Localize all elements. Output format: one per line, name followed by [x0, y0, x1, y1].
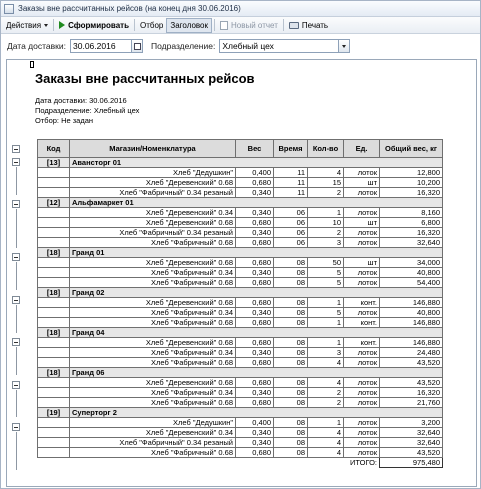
total-weight: 24,480: [380, 348, 443, 358]
row-code: [38, 318, 70, 328]
group-bracket-line: [16, 167, 17, 195]
delivery-time: 06: [274, 218, 308, 228]
group-row[interactable]: [38, 198, 443, 208]
product-weight: 0,340: [236, 208, 274, 218]
table-body: [38, 158, 443, 468]
total-weight: 40,800: [380, 308, 443, 318]
group-bracket-line: [16, 390, 17, 418]
product-name: Хлеб "Фабричный" 0.34: [70, 308, 236, 318]
quantity: 1: [308, 338, 344, 348]
row-code: [38, 208, 70, 218]
total-weight: 10,200: [380, 178, 443, 188]
collapse-group-icon[interactable]: [12, 381, 20, 389]
product-weight: 0,680: [236, 278, 274, 288]
product-name: Хлеб "Деревенский" 0.68: [70, 178, 236, 188]
delivery-time: 06: [274, 238, 308, 248]
unit: лоток: [344, 418, 380, 428]
cell-cursor: [30, 61, 34, 68]
product-name: Хлеб "Фабричный" 0.34: [70, 388, 236, 398]
product-weight: 0,680: [236, 338, 274, 348]
product-weight: 0,340: [236, 268, 274, 278]
delivery-time: 06: [274, 208, 308, 218]
row-code: [38, 378, 70, 388]
row-code: [38, 258, 70, 268]
unit: лоток: [344, 438, 380, 448]
product-weight: 0,680: [236, 218, 274, 228]
quantity: 10: [308, 218, 344, 228]
quantity: 1: [308, 418, 344, 428]
delivery-time: 08: [274, 318, 308, 328]
unit: лоток: [344, 208, 380, 218]
total-weight: 34,000: [380, 258, 443, 268]
window-icon: [4, 4, 14, 14]
column-header-weight: Вес: [236, 140, 274, 158]
product-weight: 0,680: [236, 358, 274, 368]
total-weight: 43,520: [380, 358, 443, 368]
title-bar: [1, 1, 480, 17]
store-code: [18]: [38, 288, 70, 298]
date-input[interactable]: 30.06.2016: [70, 39, 132, 53]
product-weight: 0,680: [236, 258, 274, 268]
print-button[interactable]: [286, 18, 331, 33]
row-code: [38, 228, 70, 238]
collapse-group-icon[interactable]: [12, 296, 20, 304]
quantity: 4: [308, 428, 344, 438]
toolbar-separator: [214, 19, 215, 31]
quantity: 5: [308, 278, 344, 288]
product-name: Хлеб "Фабричный" 0.34: [70, 348, 236, 358]
total-weight: 16,320: [380, 188, 443, 198]
date-picker-button[interactable]: [132, 39, 143, 53]
new-report-button[interactable]: [217, 18, 281, 33]
toolbar-separator: [53, 19, 54, 31]
unit: лоток: [344, 348, 380, 358]
chevron-down-icon: [44, 24, 48, 27]
toolbar: [1, 17, 480, 34]
table-header-row: [38, 140, 443, 158]
delivery-time: 08: [274, 428, 308, 438]
product-name: Хлеб "Фабричный" 0.68: [70, 278, 236, 288]
product-weight: 0,340: [236, 438, 274, 448]
collapse-group-icon[interactable]: [12, 253, 20, 261]
report-title: Заказы вне рассчитанных рейсов: [35, 71, 255, 86]
row-code: [38, 338, 70, 348]
header-label: Заголовок: [170, 20, 209, 30]
quantity: 2: [308, 398, 344, 408]
product-weight: 0,340: [236, 188, 274, 198]
unit: лоток: [344, 428, 380, 438]
row-code: [38, 268, 70, 278]
row-code: [38, 418, 70, 428]
group-row[interactable]: [38, 248, 443, 258]
play-icon: [59, 21, 65, 29]
total-weight: 146,880: [380, 338, 443, 348]
store-name: Гранд 06: [70, 368, 443, 378]
printer-icon: [289, 22, 299, 29]
header-toggle-button[interactable]: [166, 18, 212, 33]
filter-bar: [1, 35, 480, 57]
delivery-time: 08: [274, 278, 308, 288]
chevron-down-icon: [342, 45, 346, 48]
group-row[interactable]: [38, 408, 443, 418]
total-weight: 21,760: [380, 398, 443, 408]
row-code: [38, 168, 70, 178]
quantity: 1: [308, 208, 344, 218]
store-code: [12]: [38, 198, 70, 208]
delivery-time: 08: [274, 348, 308, 358]
total-weight: 16,320: [380, 388, 443, 398]
total-weight: 32,640: [380, 438, 443, 448]
row-grouping-panel: [7, 60, 29, 487]
table-row[interactable]: [38, 218, 443, 228]
total-weight: 12,800: [380, 168, 443, 178]
collapse-all-icon[interactable]: [12, 145, 20, 153]
report-table: [37, 139, 443, 468]
store-code: [18]: [38, 328, 70, 338]
total-weight: 146,880: [380, 298, 443, 308]
column-header-total-weight: Общий вес, кг: [380, 140, 443, 158]
report-info-division: Подразделение: Хлебный цех: [35, 106, 140, 115]
product-weight: 0,680: [236, 318, 274, 328]
group-bracket-line: [16, 209, 17, 247]
total-value: 975,480: [380, 458, 443, 468]
row-code: [38, 178, 70, 188]
table-row[interactable]: [38, 298, 443, 308]
product-weight: 0,340: [236, 308, 274, 318]
product-weight: 0,340: [236, 228, 274, 238]
product-name: Хлеб "Деревенский" 0.68: [70, 218, 236, 228]
total-weight: 43,520: [380, 448, 443, 458]
row-code: [38, 348, 70, 358]
quantity: 2: [308, 388, 344, 398]
table-row[interactable]: [38, 338, 443, 348]
collapse-group-icon[interactable]: [12, 200, 20, 208]
product-name: Хлеб "Фабричный" 0.34 резаный: [70, 188, 236, 198]
unit: лоток: [344, 168, 380, 178]
delivery-time: 08: [274, 268, 308, 278]
table-row[interactable]: [38, 398, 443, 408]
total-weight: 146,880: [380, 318, 443, 328]
division-label: Подразделение:: [151, 41, 216, 51]
table-row[interactable]: [38, 278, 443, 288]
quantity: 4: [308, 378, 344, 388]
delivery-time: 08: [274, 448, 308, 458]
quantity: 4: [308, 168, 344, 178]
unit: шт: [344, 258, 380, 268]
new-report-label: Новый отчет: [231, 20, 278, 30]
delivery-time: 08: [274, 388, 308, 398]
row-code: [38, 428, 70, 438]
total-weight: 32,640: [380, 238, 443, 248]
quantity: 2: [308, 228, 344, 238]
store-code: [19]: [38, 408, 70, 418]
delivery-time: 08: [274, 418, 308, 428]
column-header-time: Время: [274, 140, 308, 158]
unit: лоток: [344, 378, 380, 388]
row-code: [38, 238, 70, 248]
division-select[interactable]: Хлебный цех: [219, 39, 339, 53]
table-row[interactable]: [38, 378, 443, 388]
total-weight: 8,160: [380, 208, 443, 218]
row-code: [38, 358, 70, 368]
total-weight: 16,320: [380, 228, 443, 238]
report-sheet[interactable]: [6, 59, 477, 487]
product-name: Хлеб "Фабричный" 0.68: [70, 358, 236, 368]
total-row: [38, 458, 443, 468]
column-header-unit: Ед.: [344, 140, 380, 158]
quantity: 50: [308, 258, 344, 268]
product-name: Хлеб "Фабричный" 0.34 резаный: [70, 228, 236, 238]
product-weight: 0,400: [236, 418, 274, 428]
unit: лоток: [344, 238, 380, 248]
group-row[interactable]: [38, 158, 443, 168]
product-weight: 0,680: [236, 238, 274, 248]
delivery-time: 08: [274, 378, 308, 388]
unit: лоток: [344, 448, 380, 458]
delivery-time: 08: [274, 438, 308, 448]
unit: конт.: [344, 318, 380, 328]
group-row[interactable]: [38, 368, 443, 378]
delivery-time: 11: [274, 168, 308, 178]
row-code: [38, 278, 70, 288]
table-row[interactable]: [38, 348, 443, 358]
delivery-time: 08: [274, 338, 308, 348]
product-name: Хлеб "Фабричный" 0.34: [70, 268, 236, 278]
quantity: 3: [308, 238, 344, 248]
product-name: Хлеб "Фабричный" 0.68: [70, 398, 236, 408]
product-name: Хлеб "Деревенский" 0.68: [70, 378, 236, 388]
unit: шт: [344, 178, 380, 188]
total-weight: 40,800: [380, 268, 443, 278]
product-weight: 0,680: [236, 298, 274, 308]
quantity: 5: [308, 268, 344, 278]
quantity: 1: [308, 318, 344, 328]
date-label: Дата доставки:: [7, 41, 66, 51]
actions-menu-button[interactable]: [3, 18, 51, 33]
store-name: Гранд 04: [70, 328, 443, 338]
store-name: Суперторг 2: [70, 408, 443, 418]
product-name: Хлеб "Деревенский" 0.68: [70, 258, 236, 268]
report-info-filter: Отбор: Не задан: [35, 116, 94, 125]
row-code: [38, 448, 70, 458]
generate-label: Сформировать: [68, 20, 130, 30]
delivery-time: 08: [274, 398, 308, 408]
group-bracket-line: [16, 432, 17, 470]
filter-button[interactable]: [137, 18, 166, 33]
total-weight: 43,520: [380, 378, 443, 388]
row-code: [38, 298, 70, 308]
table-row[interactable]: [38, 318, 443, 328]
product-name: Хлеб "Фабричный" 0.68: [70, 238, 236, 248]
unit: лоток: [344, 228, 380, 238]
table-row[interactable]: [38, 188, 443, 198]
quantity: 5: [308, 308, 344, 318]
group-bracket-line: [16, 305, 17, 333]
store-name: Гранд 02: [70, 288, 443, 298]
report-info-date: Дата доставки: 30.06.2016: [35, 96, 127, 105]
table-row[interactable]: [38, 448, 443, 458]
print-label: Печать: [301, 20, 329, 30]
product-name: Хлеб "Деревенский" 0.68: [70, 298, 236, 308]
table-row[interactable]: [38, 208, 443, 218]
table-row[interactable]: [38, 438, 443, 448]
product-weight: 0,340: [236, 348, 274, 358]
delivery-time: 06: [274, 228, 308, 238]
product-name: Хлеб "Фабричный" 0.34 резаный: [70, 438, 236, 448]
generate-button[interactable]: [56, 18, 132, 33]
total-weight: 3,200: [380, 418, 443, 428]
product-weight: 0,400: [236, 168, 274, 178]
toolbar-separator: [283, 19, 284, 31]
table-row[interactable]: [38, 428, 443, 438]
total-weight: 54,400: [380, 278, 443, 288]
delivery-time: 08: [274, 358, 308, 368]
store-name: Авансторг 01: [70, 158, 443, 168]
row-code: [38, 398, 70, 408]
group-bracket-line: [16, 347, 17, 375]
row-code: [38, 188, 70, 198]
product-name: Хлеб "Фабричный" 0.68: [70, 448, 236, 458]
unit: лоток: [344, 398, 380, 408]
table-row[interactable]: [38, 238, 443, 248]
delivery-time: 08: [274, 308, 308, 318]
division-dropdown-button[interactable]: [339, 39, 350, 53]
column-header-name: Магазин/Номенклатура: [70, 140, 236, 158]
product-weight: 0,340: [236, 388, 274, 398]
table-row[interactable]: [38, 418, 443, 428]
delivery-time: 08: [274, 258, 308, 268]
total-label: ИТОГО:: [349, 457, 377, 467]
window-title: Заказы вне рассчитанных рейсов (на конец дня 30.06.2016): [18, 4, 241, 13]
table-row[interactable]: [38, 308, 443, 318]
unit: конт.: [344, 338, 380, 348]
calendar-icon: [134, 43, 141, 50]
table-row[interactable]: [38, 358, 443, 368]
unit: лоток: [344, 188, 380, 198]
product-name: Хлеб "Фабричный" 0.68: [70, 318, 236, 328]
collapse-group-icon[interactable]: [12, 158, 20, 166]
unit: лоток: [344, 268, 380, 278]
product-name: Хлеб "Деревенский" 0.34: [70, 428, 236, 438]
filter-label: Отбор: [140, 20, 164, 30]
product-weight: 0,680: [236, 178, 274, 188]
delivery-time: 11: [274, 188, 308, 198]
quantity: 4: [308, 358, 344, 368]
quantity: 15: [308, 178, 344, 188]
store-code: [18]: [38, 248, 70, 258]
product-name: Хлеб "Дедушкин": [70, 418, 236, 428]
group-bracket-line: [16, 262, 17, 290]
table-row[interactable]: [38, 388, 443, 398]
product-weight: 0,680: [236, 378, 274, 388]
collapse-group-icon[interactable]: [12, 338, 20, 346]
column-header-qty: Кол-во: [308, 140, 344, 158]
product-weight: 0,340: [236, 428, 274, 438]
unit: шт: [344, 218, 380, 228]
toolbar-separator: [134, 19, 135, 31]
row-code: [38, 218, 70, 228]
column-header-code: Код: [38, 140, 70, 158]
row-code: [38, 438, 70, 448]
quantity: 1: [308, 298, 344, 308]
row-code: [38, 308, 70, 318]
quantity: 2: [308, 188, 344, 198]
table-row[interactable]: [38, 168, 443, 178]
collapse-group-icon[interactable]: [12, 423, 20, 431]
group-row[interactable]: [38, 328, 443, 338]
actions-label: Действия: [6, 20, 42, 30]
store-code: [13]: [38, 158, 70, 168]
total-weight: 32,640: [380, 428, 443, 438]
table-row[interactable]: [38, 268, 443, 278]
delivery-time: 08: [274, 298, 308, 308]
quantity: 4: [308, 448, 344, 458]
quantity: 3: [308, 348, 344, 358]
unit: лоток: [344, 388, 380, 398]
product-weight: 0,680: [236, 448, 274, 458]
group-row[interactable]: [38, 288, 443, 298]
unit: лоток: [344, 308, 380, 318]
unit: конт.: [344, 298, 380, 308]
store-name: Гранд 01: [70, 248, 443, 258]
delivery-time: 11: [274, 178, 308, 188]
product-name: Хлеб "Деревенский" 0.68: [70, 338, 236, 348]
table-row[interactable]: [38, 178, 443, 188]
total-spacer: [38, 458, 344, 468]
quantity: 4: [308, 438, 344, 448]
row-code: [38, 388, 70, 398]
document-icon: [220, 21, 228, 30]
table-row[interactable]: [38, 228, 443, 238]
product-name: Хлеб "Деревенский" 0.34: [70, 208, 236, 218]
product-name: Хлеб "Дедушкин": [70, 168, 236, 178]
table-row[interactable]: [38, 258, 443, 268]
store-code: [18]: [38, 368, 70, 378]
unit: лоток: [344, 278, 380, 288]
unit: лоток: [344, 358, 380, 368]
total-weight: 6,800: [380, 218, 443, 228]
store-name: Альфамаркет 01: [70, 198, 443, 208]
product-weight: 0,680: [236, 398, 274, 408]
